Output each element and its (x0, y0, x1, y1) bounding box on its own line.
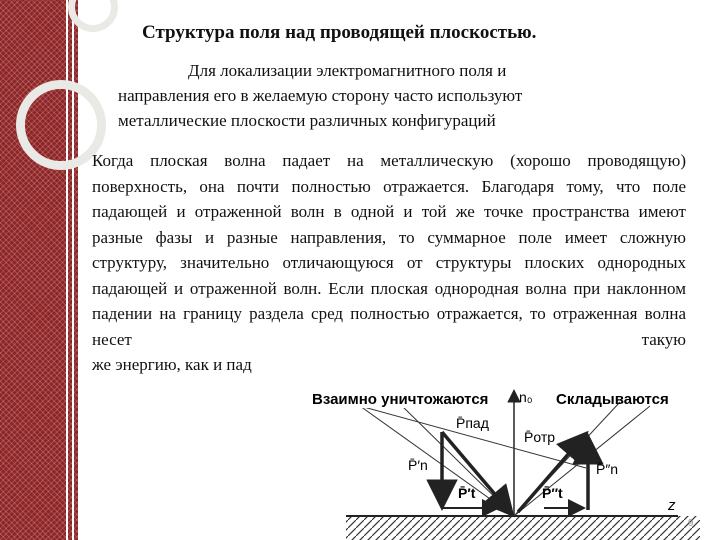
label-add: Складываются (556, 391, 669, 408)
body-paragraph (92, 148, 686, 378)
label-pt-prime: P̄′t (458, 485, 476, 501)
slide-title: Структура поля над проводящей плоскостью. (142, 22, 537, 43)
intro-line: Для локализации электромагнитного поля и (188, 61, 507, 80)
label-pn-double-prime: P̄″n (596, 461, 619, 477)
reflected-ray (514, 406, 650, 516)
label-cancel: Взаимно уничтожаются (312, 391, 489, 408)
intro-line: металлические плоскости различных конфигураций (118, 111, 496, 130)
label-p-inc: P̄пад (456, 415, 489, 431)
incident-ray (360, 406, 514, 516)
intro-line: направления его в желаемую сторону часто используют (118, 86, 523, 105)
field-vector-diagram (300, 384, 700, 540)
page-number: 9 (688, 518, 694, 529)
body-text: Когда плоская волна падает на металлическую (хорошо проводящую) поверхность, она почти полностью отражается. Благодаря тому, что поле падающей и отраженной волн в одной и той же точке пространства имеют разные фазы и разные направления, то суммарное поле имеет сложную структуру, значительно отличающуюся от структуры плоских однородных падающей и отраженной волн. Если плоская однородная волна при наклонном падении на границу раздела сред полностью отражается, то отраженная волна несет такую (92, 151, 686, 349)
conducting-plane (346, 516, 700, 540)
normal-label: n₀ (519, 389, 533, 405)
intro-paragraph (118, 58, 658, 133)
body-text-tail: же энергию, как и пад (92, 355, 252, 374)
label-pn-prime: P̄′n (408, 457, 428, 473)
label-p-refl: P̄отр (524, 429, 556, 445)
side-band-divider (78, 0, 80, 540)
z-axis-label: z (668, 497, 676, 514)
label-pt-double-prime: P̄″t (542, 485, 563, 501)
